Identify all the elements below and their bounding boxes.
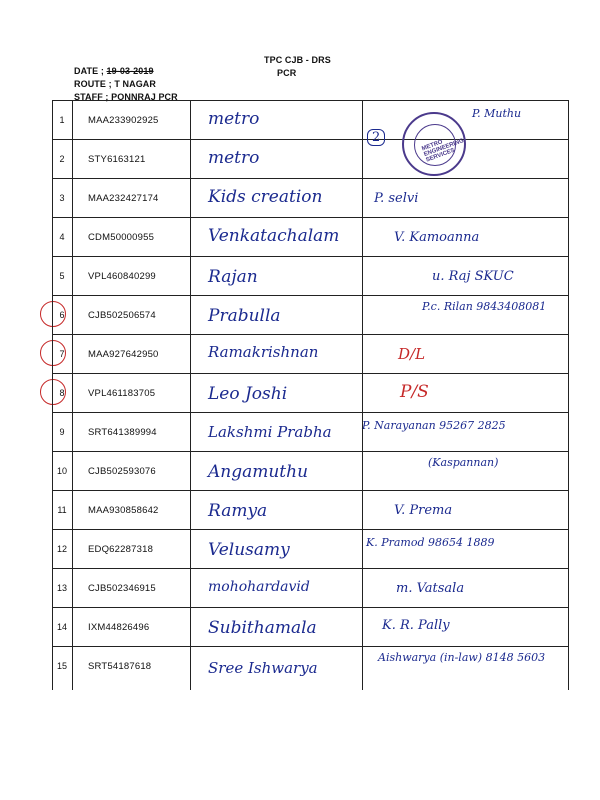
column-divider [568,100,569,690]
consignee-name: Rajan [208,267,258,287]
column-divider [52,100,53,690]
bracket-note: 2 [367,129,385,146]
row-number: 2 [59,154,65,164]
awb-number: MAA233902925 [88,115,159,126]
consignee-name: metro [208,148,260,168]
title-line-2: PCR [277,68,297,78]
route-value: T NAGAR [114,79,157,89]
row-number: 11 [57,505,67,515]
consignee-name: Venkatachalam [208,226,340,246]
row-number: 9 [59,427,65,437]
table-row [52,490,568,529]
awb-number: CJB502506574 [88,310,156,321]
row-number: 1 [59,115,65,125]
consignee-name: Subithamala [208,618,317,638]
date-label: DATE ; [74,66,104,76]
awb-number: MAA232427174 [88,193,159,204]
awb-number: SRT54187618 [88,661,152,672]
company-stamp [402,112,466,176]
table-row [52,256,568,295]
row-number: 6 [59,310,65,320]
awb-number: CJB502346915 [88,583,156,594]
staff-value: PONNRAJ PCR [111,92,178,102]
table-row [52,646,568,690]
receiver-signature: K. Pramod 98654 1889 [366,536,495,549]
row-number: 10 [56,466,67,476]
row-number: 3 [59,193,65,203]
awb-number: VPL460840299 [88,271,156,282]
receiver-signature: P. selvi [374,191,419,206]
consignee-name: Velusamy [208,540,290,560]
delivery-sheet-table [52,100,568,690]
awb-number: EDQ62287318 [88,544,154,555]
table-row [52,178,568,217]
receiver-signature: (Kaspannan) [428,456,499,469]
receiver-signature: Aishwarya (in-law) 8148 5603 [378,651,546,664]
awb-number: CDM50000955 [88,232,155,243]
table-row [52,568,568,607]
row-number: 8 [59,388,65,398]
table-row [52,607,568,646]
consignee-name: Sree Ishwarya [208,659,318,677]
consignee-name: Ramya [208,501,268,521]
receiver-signature: P/S [400,382,429,402]
table-row [52,373,568,412]
table-row [52,217,568,256]
receiver-signature: P.c. Rilan 9843408081 [422,300,547,313]
column-divider [190,100,191,690]
receiver-signature: P. Muthu [472,107,522,120]
consignee-name: Leo Joshi [208,384,288,404]
consignee-name: mohohardavid [208,579,310,595]
consignee-name: Kids creation [208,187,323,207]
table-row [52,529,568,568]
receiver-signature: V. Prema [394,503,453,518]
date-value: 19-03-2019 [106,66,154,76]
date-line [74,66,154,76]
receiver-signature: m. Vatsala [396,581,465,596]
receiver-signature: V. Kamoanna [394,230,480,245]
awb-number: MAA927642950 [88,349,159,360]
consignee-name: metro [208,109,260,129]
row-number: 15 [56,661,67,671]
awb-number: IXM44826496 [88,622,150,633]
consignee-name: Lakshmi Prabha [208,423,332,441]
stamp-text: METRO ENGINEERING SERVICES [421,137,465,164]
table-row [52,139,568,178]
row-number: 13 [56,583,67,593]
receiver-signature: K. R. Pally [382,618,450,633]
route-line [74,79,156,89]
awb-number: STY6163121 [88,154,146,165]
consignee-name: Ramakrishnan [208,343,319,361]
row-number: 14 [56,622,67,632]
row-number: 5 [59,271,65,281]
receiver-signature: D/L [398,345,426,363]
row-number: 7 [59,349,65,359]
awb-number: VPL461183705 [88,388,156,399]
column-divider [362,100,363,690]
awb-number: CJB502593076 [88,466,156,477]
route-label: ROUTE ; [74,79,112,89]
table-row [52,100,568,139]
awb-number: MAA930858642 [88,505,159,516]
consignee-name: Angamuthu [208,462,309,482]
column-divider [72,100,73,690]
receiver-signature: P. Narayanan 95267 2825 [362,419,506,432]
table-row [52,451,568,490]
title-line-1: TPC CJB - DRS [264,55,331,65]
row-number: 12 [56,544,67,554]
table-row [52,295,568,334]
awb-number: SRT641389994 [88,427,157,438]
receiver-signature: u. Raj SKUC [432,269,514,284]
table-row [52,412,568,451]
table-row [52,334,568,373]
consignee-name: Prabulla [208,306,281,326]
row-number: 4 [59,232,65,242]
staff-label: STAFF ; [74,92,109,102]
